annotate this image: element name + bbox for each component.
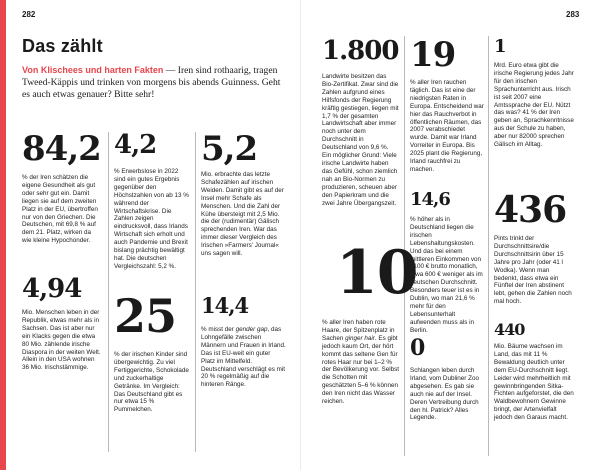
fact-text-4-2: % Erwerbslose in 2022 sind ein gutes Ergebnis gegenüber den Höchstzahlen von ab 13 % während der Wirtschaftskrise. Die Zahlen zeigen eindrucksvoll, dass Irlands Wirtschaft sich erholt und auch Pandemie und Brexit bislang prächtig bewältigt hat. Die deutschen Vergleichszahl: 5,2 %.	[114, 168, 189, 270]
page-number-right: 283	[566, 10, 580, 19]
fact-text-14-6: % höher als in Deutschland liegen die irischen Lebenshaltungskosten. Und das bei einem mittleren Einkommen von 3100 € brutto monatlich, etwa 600 € weniger als im deutschen Durchschnitt. Besonders teuer ist es in Dublin, wo man 21,6 % mehr für den Lebensunterhalt aufwenden muss als in Berlin.	[410, 216, 483, 334]
fact-number-4-2: 4,2	[114, 130, 157, 160]
fact-text-5-2: Mio. erbrachte das letzte Schafezählen auf irischen Weiden. Damit gibt es auf der Insel mehr Schafe als Menschen. Und die Zahl der Kühe übersteigt mit 2,5 Mio. die der (rudimentär) Gälisch sprechenden Iren. War das immer dieser Vergleich des Irischen »Farmers' Journal« uns sagen will.	[201, 171, 284, 258]
fact-text-84-2: % der Iren schätzen die eigene Gesundheit als gut oder sehr gut ein. Damit liegen sie auf dem zweiten Platz in der EU, übertroffen nur von den Griechen. Die Deutschen, mit 69,8 % auf dem 21. Platz, wirken da wie kleine Hypochonder.	[22, 174, 98, 245]
column-divider	[108, 132, 109, 452]
fact-text-1800: Landwirte besitzen das Bio-Zertifikat. Zwar sind die Zahlen aufgrund eines Hilfsfonds der Regierung kräftig gestiegen, liegen mit 1,7 % der gesamten Landwirtschaft aber immer noch unter dem Durchschnitt in Deutschland von 9,6 %. Ein möglicher Grund: Viele irische Landwirte haben das Gefühl, schon ziemlich nah an Bio-Normen zu produzieren, scheuen aber den Papierkram und die zwei Jahre Übergangszeit.	[322, 73, 399, 207]
fact-number-14-6: 14,6	[410, 189, 450, 210]
page-number-left: 282	[22, 10, 36, 19]
fact-number-1800: 1.800	[322, 36, 399, 66]
fact-number-84-2: 84,2	[22, 129, 101, 169]
fact-number-10: 10	[336, 238, 418, 308]
fact-number-4-94: 4,94	[22, 274, 82, 304]
intro-highlight: Von Klischees und harten Fakten	[22, 65, 164, 75]
fact-number-5-2: 5,2	[201, 129, 258, 169]
fact-number-14-4: 14,4	[201, 293, 249, 318]
intro-paragraph	[22, 64, 290, 102]
fact-number-25: 25	[114, 289, 177, 343]
fact-number-440: 440	[494, 320, 525, 339]
fact-number-0: 0	[410, 335, 425, 361]
fact-text-1: Mrd. Euro etwa gibt die irische Regierung jedes Jahr für den irischen Sprachunterricht aus. Irisch ist seit 2007 eine Amtssprache der EU. Nützt das was? 41 % der Iren geben an, Sprachkenntnisse aus der Schule zu haben, aber nur 82000 sprechen Gälisch im Alltag.	[494, 62, 574, 149]
intro-text: — Iren sind rothaarig, tragen Tweed-Käppis und trinken von morgens bis abends Guinness. Geht es auch etwas genauer? Bitte sehr!	[22, 65, 281, 101]
page-gutter	[300, 0, 301, 470]
fact-text-19: % aller Iren rauchen täglich. Das ist eine der niedrigsten Raten in Europa. Entscheidend war hier das Rauchverbot in öffentlichen Räumen, das 2007 verabschiedet wurde. Damit war Irland Vorreiter in Europa. Bis 2025 plant die Regierung, Irland rauchfrei zu machen.	[410, 79, 484, 173]
page-title: Das zählt	[22, 36, 103, 56]
fact-text-436: Pints trinkt der Durchschnittsire/die Durchschnittsirin über 15 Jahre pro Jahr (oder 41 l Wodka). Wenn man bedenkt, dass etwa ein Fünftel der Iren abstinent lebt, gehen die Zahlen noch mal hoch.	[494, 235, 572, 306]
fact-number-1: 1	[494, 36, 506, 57]
fact-text-10: % aller Iren haben rote Haare, der Spitzenplatz in Sachen ginger hair. Es gibt jedoch kaum Ort, der hört kommt das seltene Gen für rotes Haar nur bei 1–2 % der Bevölkerung vor. Selbst die Schotten mit geschätzten 5–6 % können den Iren nicht das Wasser reichen.	[322, 319, 400, 406]
fact-text-14-4: % misst der gender gap, das Lohngefälle zwischen Männern und Frauen in Irland. Das ist EU-weit ein guter Platz im Mittelfeld. Deutschland verschlägt es mit 20 % regelmäßig auf die hinteren Ränge.	[201, 326, 286, 389]
fact-text-0: Schlangen leben durch Irland, vom Dubliner Zoo abgesehen. Es gab sie auch nie auf der Insel. Deren Vertreibung durch den hl. Patrick? Alles Legende.	[410, 367, 479, 422]
fact-text-25: % der irischen Kinder sind übergewichtig. Zu viel Fertiggerichte, Schokolade und zuckerhaltige Getränke. Im Vergleich: Das Deutschland gibt es nur etwa 15 % Pummelchen.	[114, 351, 189, 414]
column-divider	[195, 132, 196, 452]
fact-text-440: Mio. Bäume wachsen im Land, das mit 11 % Bewaldung deutlich unter dem EU-Durchschnitt liegt. Leider wird mehrheitlich mit gewinnbringenden Sitka-Fichten aufgeforstet, die den Waldbewohnern Gewinne bringt, der Artenvielfalt jedoch den Garaus macht.	[494, 343, 574, 422]
fact-number-436: 436	[494, 189, 567, 231]
red-margin-bar	[0, 0, 6, 470]
fact-text-4-94: Mio. Menschen leben in der Republik, etwas mehr als in Sachsen. Das ist aber nur ein Klacks gegen die etwa 80 Mio. zählende irische Diaspora in der weiten Welt. Allein in den USA wohnen 36 Mio. Irischstämmige.	[22, 309, 101, 372]
fact-number-19: 19	[410, 35, 456, 75]
column-divider	[488, 36, 489, 456]
